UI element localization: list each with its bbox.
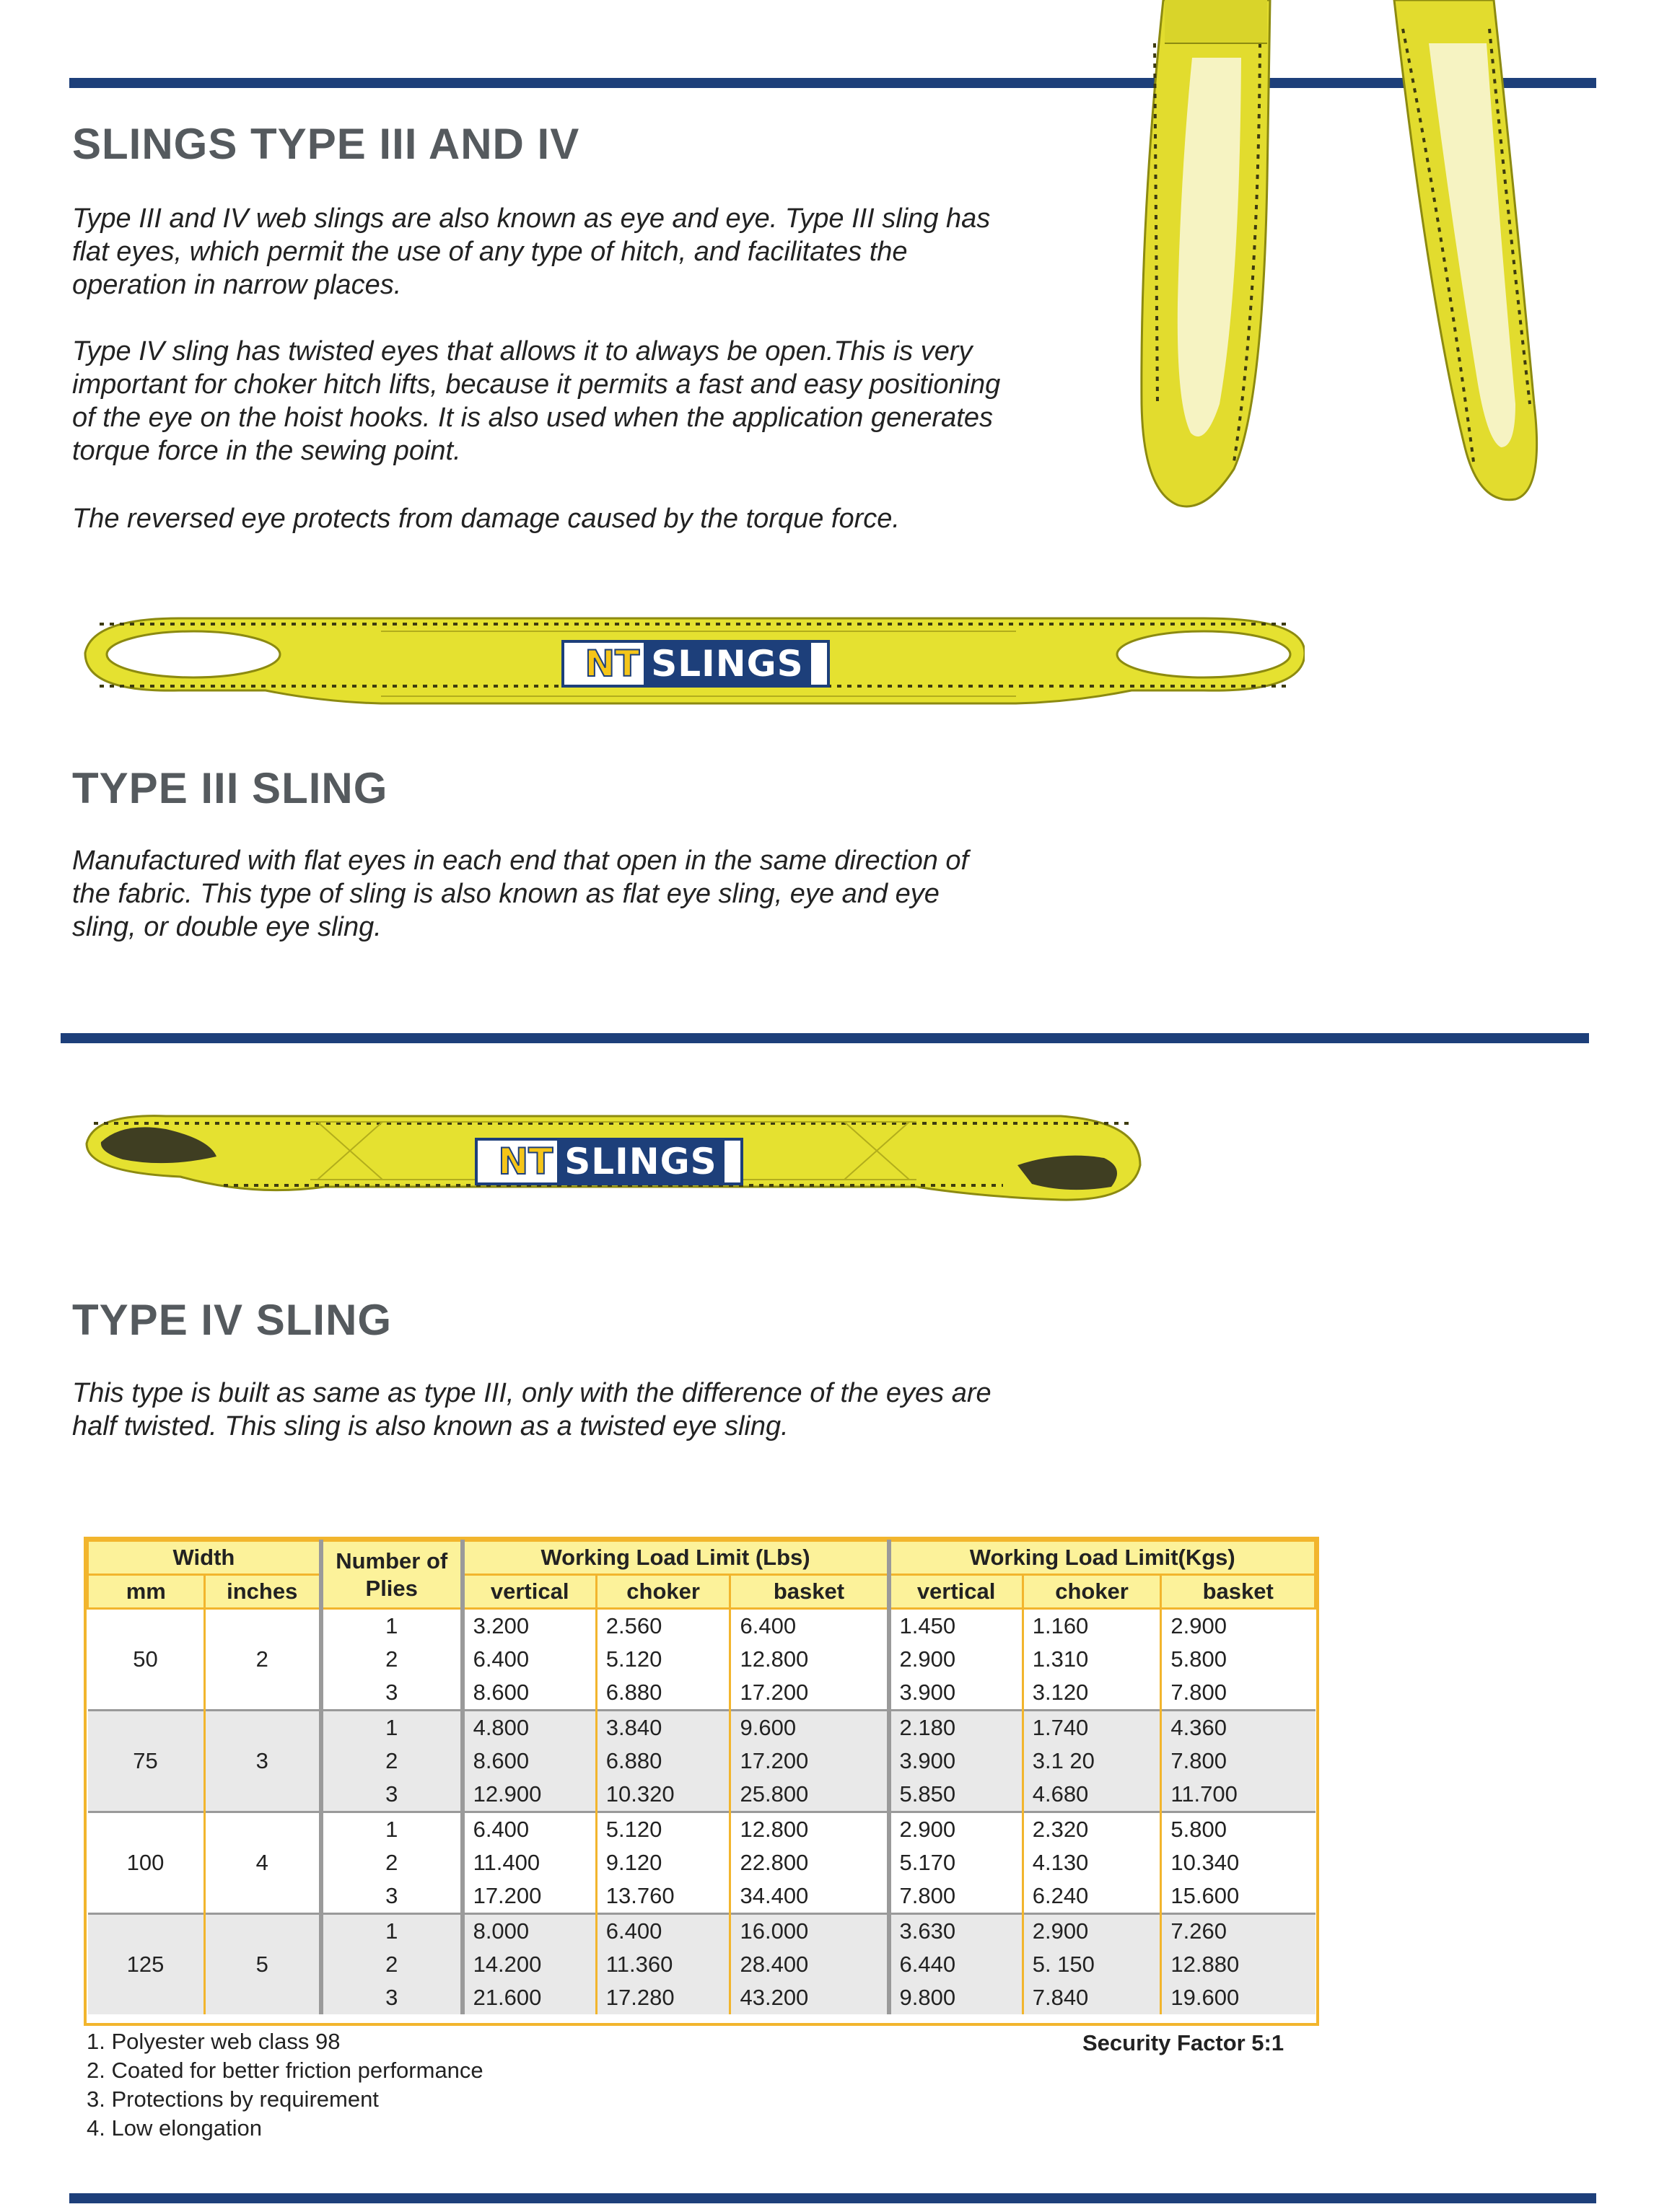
nt-slings-logo-2 [475, 1138, 743, 1185]
lbs-vertical-cell: 21.600 [463, 1981, 597, 2014]
lbs-vertical-cell: 17.200 [463, 1879, 597, 1914]
kgs-basket-cell: 7.800 [1161, 1744, 1316, 1778]
plies-cell: 2 [321, 1643, 463, 1676]
note-item: 3. Protections by requirement [87, 2086, 379, 2112]
kgs-choker-header: choker [1023, 1575, 1161, 1609]
logo-nt: NT [585, 643, 640, 685]
lbs-vertical-cell: 4.800 [463, 1711, 597, 1745]
intro-paragraph-1: Type III and IV web slings are also known as eye and eye. Type III sling has flat eyes, which permit the use of any type of hitch, and facilitates the operation in narrow places. [72, 203, 991, 300]
intro-paragraph-3: The reversed eye protects from damage caused by the torque force. [72, 504, 900, 534]
width-inches-cell: 4 [204, 1812, 321, 1914]
kgs-vertical-header: vertical [889, 1575, 1023, 1609]
lbs-choker-cell: 13.760 [596, 1879, 730, 1914]
lbs-vertical-header: vertical [463, 1575, 597, 1609]
note-item: 2. Coated for better friction performance [87, 2058, 483, 2083]
lbs-choker-cell: 6.880 [596, 1744, 730, 1778]
type3-description: Manufactured with flat eyes in each end that open in the same direction of the fabric. This type of sling is also known as flat eye sling, eye and eye sling, or double eye sling. [72, 846, 969, 942]
type4-description: This type is built as same as type III, only with the difference of the eyes are half twisted. This sling is also known as a twisted eye sling. [72, 1378, 992, 1441]
width-mm-cell: 75 [88, 1711, 205, 1812]
lbs-choker-cell: 17.280 [596, 1981, 730, 2014]
lbs-vertical-cell: 8.600 [463, 1676, 597, 1711]
kgs-basket-cell: 10.340 [1161, 1846, 1316, 1879]
lbs-vertical-cell: 14.200 [463, 1948, 597, 1981]
lbs-basket-cell: 12.800 [730, 1812, 889, 1847]
width-header: Width [88, 1541, 321, 1575]
plies-cell: 2 [321, 1948, 463, 1981]
note-item: 4. Low elongation [87, 2115, 263, 2141]
kgs-choker-cell: 1.310 [1023, 1643, 1161, 1676]
lbs-vertical-cell: 12.900 [463, 1778, 597, 1812]
kgs-vertical-cell: 3.630 [889, 1914, 1023, 1949]
logo-slings: SLINGS [644, 643, 810, 685]
kgs-basket-cell: 19.600 [1161, 1981, 1316, 2014]
wll-table [87, 1540, 1316, 2014]
lbs-choker-cell: 11.360 [596, 1948, 730, 1981]
plies-header: Number of Plies [321, 1541, 463, 1609]
type3-sling-image [78, 610, 1305, 711]
table-row [88, 1914, 1316, 1949]
kgs-vertical-cell: 3.900 [889, 1676, 1023, 1711]
notes-list [87, 2027, 483, 2143]
lbs-basket-cell: 9.600 [730, 1711, 889, 1745]
lbs-choker-header: choker [596, 1575, 730, 1609]
kgs-choker-cell: 5. 150 [1023, 1948, 1161, 1981]
lbs-choker-cell: 9.120 [596, 1846, 730, 1879]
working-load-limit-table [84, 1537, 1319, 2026]
lbs-basket-cell: 16.000 [730, 1914, 889, 1949]
plies-cell: 2 [321, 1846, 463, 1879]
kgs-vertical-cell: 7.800 [889, 1879, 1023, 1914]
table-row [88, 1812, 1316, 1847]
lbs-basket-cell: 12.800 [730, 1643, 889, 1676]
lbs-basket-cell: 25.800 [730, 1778, 889, 1812]
lbs-basket-cell: 43.200 [730, 1981, 889, 2014]
inches-header: inches [204, 1575, 321, 1609]
plies-cell: 1 [321, 1812, 463, 1847]
page-title: SLINGS TYPE III AND IV [72, 120, 580, 168]
plies-cell: 3 [321, 1879, 463, 1914]
kgs-vertical-cell: 9.800 [889, 1981, 1023, 2014]
kgs-basket-cell: 2.900 [1161, 1609, 1316, 1643]
width-inches-cell: 5 [204, 1914, 321, 2015]
kgs-choker-cell: 1.160 [1023, 1609, 1161, 1643]
width-inches-cell: 2 [204, 1609, 321, 1711]
kgs-basket-cell: 11.700 [1161, 1778, 1316, 1812]
kgs-vertical-cell: 2.900 [889, 1812, 1023, 1847]
lbs-basket-cell: 17.200 [730, 1744, 889, 1778]
security-factor: Security Factor 5:1 [1082, 2030, 1284, 2055]
kgs-basket-cell: 12.880 [1161, 1948, 1316, 1981]
lbs-basket-cell: 28.400 [730, 1948, 889, 1981]
kgs-basket-cell: 7.800 [1161, 1676, 1316, 1711]
kgs-basket-header: basket [1161, 1575, 1316, 1609]
lbs-vertical-cell: 8.600 [463, 1744, 597, 1778]
plies-cell: 1 [321, 1609, 463, 1643]
kgs-basket-cell: 5.800 [1161, 1643, 1316, 1676]
kgs-vertical-cell: 2.900 [889, 1643, 1023, 1676]
type3-title: TYPE III SLING [72, 764, 388, 812]
bottom-rule [69, 2193, 1596, 2203]
lbs-basket-cell: 6.400 [730, 1609, 889, 1643]
logo-slings: SLINGS [557, 1141, 724, 1182]
lbs-choker-cell: 10.320 [596, 1778, 730, 1812]
lbs-choker-cell: 5.120 [596, 1812, 730, 1847]
lbs-choker-cell: 6.400 [596, 1914, 730, 1949]
kgs-basket-cell: 7.260 [1161, 1914, 1316, 1949]
kgs-vertical-cell: 6.440 [889, 1948, 1023, 1981]
plies-cell: 3 [321, 1981, 463, 2014]
kgs-choker-cell: 3.120 [1023, 1676, 1161, 1711]
kgs-choker-cell: 1.740 [1023, 1711, 1161, 1745]
lbs-choker-cell: 2.560 [596, 1609, 730, 1643]
plies-cell: 3 [321, 1778, 463, 1812]
width-mm-cell: 125 [88, 1914, 205, 2015]
lbs-basket-header: basket [730, 1575, 889, 1609]
note-item: 1. Polyester web class 98 [87, 2029, 341, 2054]
lbs-vertical-cell: 3.200 [463, 1609, 597, 1643]
table-row [88, 1711, 1316, 1745]
lbs-vertical-cell: 11.400 [463, 1846, 597, 1879]
lbs-choker-cell: 3.840 [596, 1711, 730, 1745]
wll-kgs-header: Working Load Limit(Kgs) [889, 1541, 1316, 1575]
kgs-basket-cell: 4.360 [1161, 1711, 1316, 1745]
kgs-choker-cell: 2.320 [1023, 1812, 1161, 1847]
width-inches-cell: 3 [204, 1711, 321, 1812]
nt-slings-logo [561, 640, 830, 688]
hanging-sling-image [1126, 0, 1602, 519]
width-mm-cell: 50 [133, 1646, 158, 1672]
kgs-basket-cell: 15.600 [1161, 1879, 1316, 1914]
kgs-choker-cell: 4.680 [1023, 1778, 1161, 1812]
kgs-basket-cell: 5.800 [1161, 1812, 1316, 1847]
plies-cell: 2 [321, 1744, 463, 1778]
kgs-vertical-cell: 3.900 [889, 1744, 1023, 1778]
kgs-vertical-cell: 5.850 [889, 1778, 1023, 1812]
lbs-vertical-cell: 6.400 [463, 1812, 597, 1847]
lbs-basket-cell: 22.800 [730, 1846, 889, 1879]
plies-cell: 1 [321, 1711, 463, 1745]
kgs-vertical-cell: 1.450 [889, 1609, 1023, 1643]
type4-title: TYPE IV SLING [72, 1296, 393, 1344]
lbs-vertical-cell: 6.400 [463, 1643, 597, 1676]
plies-cell: 3 [321, 1676, 463, 1711]
intro-paragraph-2: Type IV sling has twisted eyes that allows it to always be open.This is very important for choker hitch lifts, because it permits a fast and easy positioning of the eye on the hoist hooks. It is also used when the application generates torque force in the sewing point. [72, 336, 1001, 466]
table-row [88, 1609, 1316, 1643]
type4-sling-image [79, 1107, 1147, 1208]
kgs-choker-cell: 2.900 [1023, 1914, 1161, 1949]
plies-cell: 1 [321, 1914, 463, 1949]
kgs-choker-cell: 7.840 [1023, 1981, 1161, 2014]
width-mm-cell: 100 [126, 1850, 165, 1875]
mm-header: mm [88, 1575, 205, 1609]
kgs-vertical-cell: 2.180 [889, 1711, 1023, 1745]
kgs-choker-cell: 6.240 [1023, 1879, 1161, 1914]
wll-lbs-header: Working Load Limit (Lbs) [463, 1541, 889, 1575]
kgs-vertical-cell: 5.170 [889, 1846, 1023, 1879]
lbs-choker-cell: 6.880 [596, 1676, 730, 1711]
lbs-choker-cell: 5.120 [596, 1643, 730, 1676]
lbs-basket-cell: 17.200 [730, 1676, 889, 1711]
logo-nt: NT [498, 1141, 553, 1182]
kgs-choker-cell: 4.130 [1023, 1846, 1161, 1879]
lbs-basket-cell: 34.400 [730, 1879, 889, 1914]
lbs-vertical-cell: 8.000 [463, 1914, 597, 1949]
kgs-choker-cell: 3.1 20 [1023, 1744, 1161, 1778]
middle-rule [61, 1033, 1589, 1043]
